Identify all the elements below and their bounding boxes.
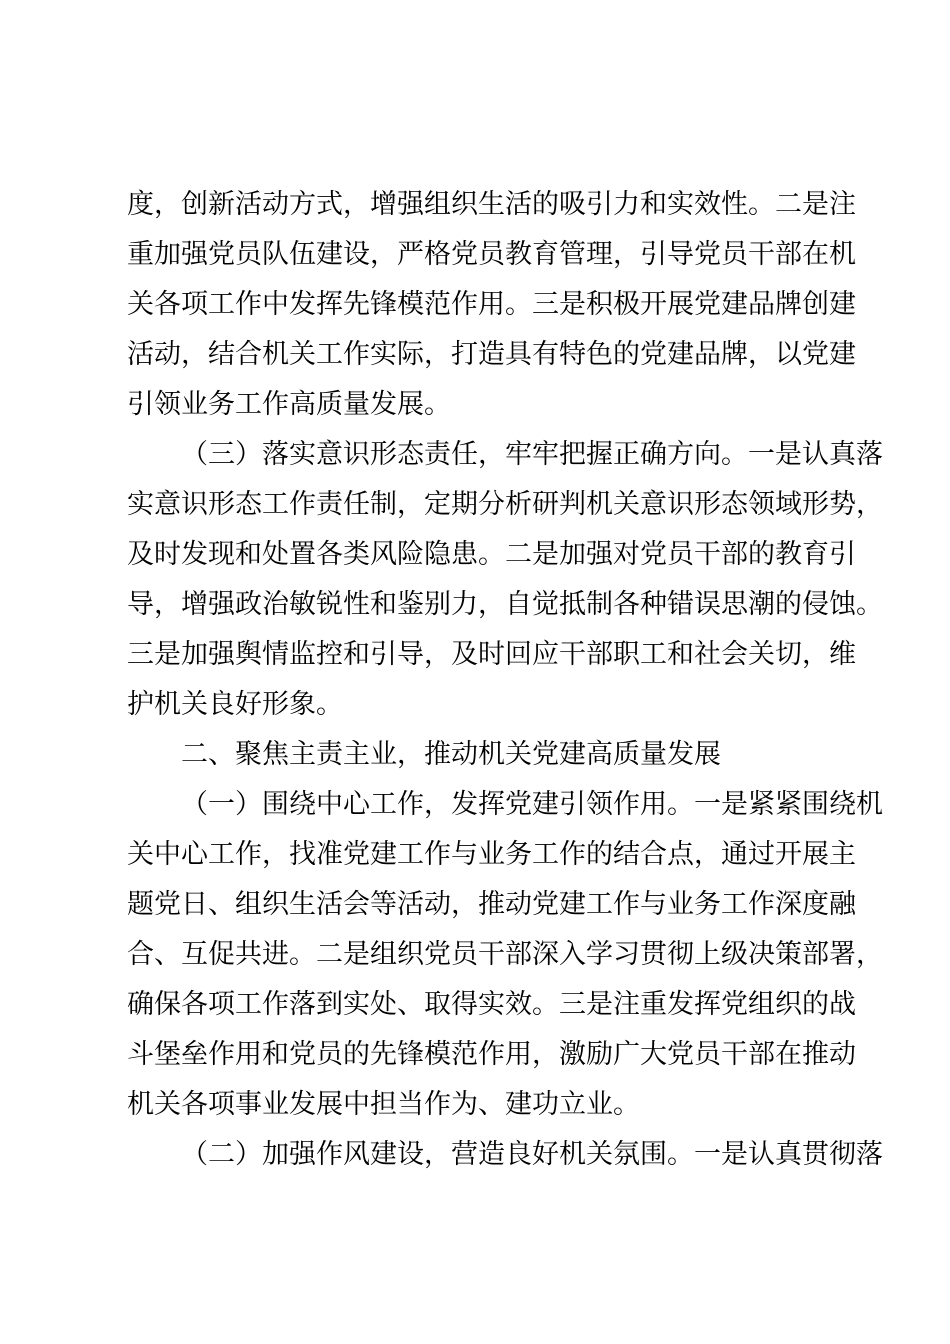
text-line: 实意识形态工作责任制，定期分析研判机关意识形态领域形势， (127, 489, 883, 520)
text-line: 及时发现和处置各类风险隐患。二是加强对党员干部的教育引 (127, 539, 856, 570)
text-line: 引领业务工作高质量发展。 (127, 389, 451, 420)
text-line: 三是加强舆情监控和引导，及时回应干部职工和社会关切，维 (127, 639, 856, 670)
text-line: 关各项工作中发挥先锋模范作用。三是积极开展党建品牌创建 (127, 289, 856, 320)
text-line: 护机关良好形象。 (127, 689, 343, 720)
text-line: 重加强党员队伍建设，严格党员教育管理，引导党员干部在机 (127, 239, 856, 270)
chapter-heading: 二、聚焦主责主业，推动机关党建高质量发展 (181, 739, 721, 770)
text-line: 机关各项事业发展中担当作为、建功立业。 (127, 1089, 640, 1120)
text-line: 确保各项工作落到实处、取得实效。三是注重发挥党组织的战 (127, 989, 856, 1020)
section-heading: （三）落实意识形态责任，牢牢把握正确方向。一是认真落 (181, 439, 883, 470)
text-line: 活动，结合机关工作实际，打造具有特色的党建品牌，以党建 (127, 339, 856, 370)
text-line: 度，创新活动方式，增强组织生活的吸引力和实效性。二是注 (127, 189, 856, 220)
text-line: 导，增强政治敏锐性和鉴别力，自觉抵制各种错误思潮的侵蚀。 (127, 589, 883, 620)
text-line: 题党日、组织生活会等活动，推动党建工作与业务工作深度融 (127, 889, 856, 920)
text-line: 关中心工作，找准党建工作与业务工作的结合点，通过开展主 (127, 839, 856, 870)
section-heading: （一）围绕中心工作，发挥党建引领作用。一是紧紧围绕机 (181, 789, 883, 820)
section-heading: （二）加强作风建设，营造良好机关氛围。一是认真贯彻落 (181, 1139, 883, 1170)
text-line: 合、互促共进。二是组织党员干部深入学习贯彻上级决策部署， (127, 939, 883, 970)
text-line: 斗堡垒作用和党员的先锋模范作用，激励广大党员干部在推动 (127, 1039, 856, 1070)
